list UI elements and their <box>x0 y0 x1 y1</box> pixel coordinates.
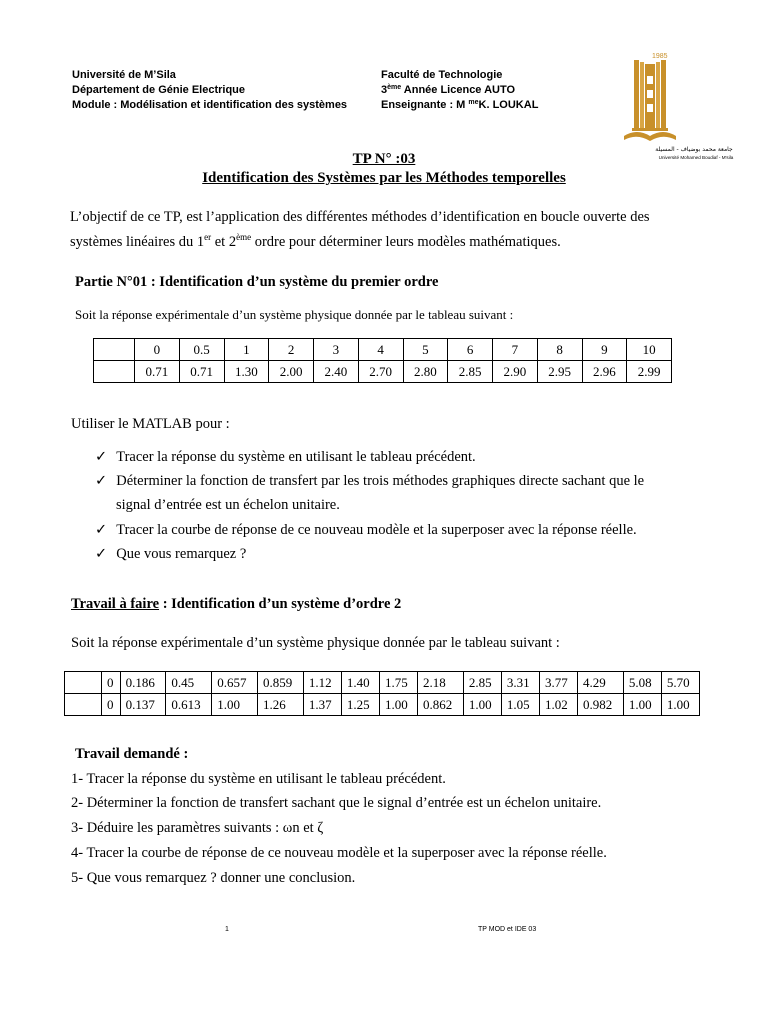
table-cell: 0.71 <box>135 361 180 383</box>
table-second-order <box>64 671 700 716</box>
table-cell: 1.30 <box>224 361 269 383</box>
tp-number: TP N° :03 <box>352 151 416 167</box>
demand-item-1: 1- Tracer la réponse du système en utilisant le tableau précédent. <box>71 771 446 787</box>
checklist-text: Tracer la courbe de réponse de ce nouveau modèle et la superposer avec la réponse réelle. <box>116 522 637 538</box>
table-cell: 0.613 <box>166 694 212 716</box>
table-cell: 2.96 <box>582 361 627 383</box>
checklist-item <box>95 522 637 539</box>
table-cell: 0.137 <box>120 694 166 716</box>
intro-sup-eme: ème <box>236 232 252 242</box>
table-cell: 0 <box>102 672 121 694</box>
table-cell: 2.85 <box>463 672 501 694</box>
header-left <box>72 68 347 113</box>
table-cell <box>94 361 135 383</box>
table-cell: 2.18 <box>418 672 464 694</box>
intro-text-b: et 2 <box>211 234 237 250</box>
table-row <box>65 694 700 716</box>
teacher-prefix: Enseignante : M <box>381 99 469 111</box>
part1-heading: Partie N°01 : Identification d’un système du premier ordre <box>75 274 439 290</box>
table-cell: 2.70 <box>358 361 403 383</box>
table-cell: 1.40 <box>341 672 379 694</box>
part2-lead: Soit la réponse expérimentale d’un système physique donnée par le tableau suivant : <box>71 635 560 651</box>
page-subtitle <box>0 170 768 187</box>
checklist-text: Que vous remarquez ? <box>116 546 247 562</box>
teacher-superscript: me <box>468 99 479 106</box>
part2-heading <box>71 596 401 613</box>
table-cell: 2.99 <box>627 361 672 383</box>
part1-lead: Soit la réponse expérimentale d’un système physique donnée par le tableau suivant : <box>75 307 514 322</box>
table-cell: 1.00 <box>212 694 258 716</box>
year-superscript: ème <box>387 84 402 91</box>
table-cell: 9 <box>582 339 627 361</box>
year-number: 3 <box>381 84 388 96</box>
demand-heading: Travail demandé : <box>75 746 189 762</box>
intro-line-2 <box>70 234 561 251</box>
table-cell: 2.90 <box>493 361 538 383</box>
teacher-name: K. LOUKAL <box>478 99 539 111</box>
table-cell: 1.25 <box>341 694 379 716</box>
department-name: Département de Génie Electrique <box>72 84 245 96</box>
checklist-item <box>95 473 644 490</box>
table-cell: 0.862 <box>418 694 464 716</box>
university-logo <box>604 48 754 160</box>
table-cell: 7 <box>493 339 538 361</box>
table-cell: 1.02 <box>539 694 577 716</box>
table-cell: 2.40 <box>314 361 359 383</box>
table-cell: 5 <box>403 339 448 361</box>
intro-text-c: ordre pour déterminer leurs modèles mathématiques. <box>251 234 561 250</box>
checkmark-icon: ✓ <box>95 449 108 465</box>
checkmark-icon: ✓ <box>95 522 108 538</box>
table-cell: 1.00 <box>623 694 661 716</box>
table-cell: 0 <box>135 339 180 361</box>
table-row <box>94 361 672 383</box>
intro-sup-er: er <box>204 232 212 242</box>
table-cell: 0.5 <box>179 339 224 361</box>
table-cell: 3.77 <box>539 672 577 694</box>
table-cell: 0.859 <box>258 672 304 694</box>
table-cell: 1.05 <box>501 694 539 716</box>
table-cell: 8 <box>537 339 582 361</box>
logo-arabic-name: جامعة محمد بوضياف - المسيلة <box>655 146 733 153</box>
demand-item-2: 2- Déterminer la fonction de transfert sachant que le signal d’entrée est un échelon unitaire. <box>71 795 602 811</box>
checklist-item <box>95 546 246 563</box>
table-cell: 1.75 <box>379 672 417 694</box>
page-number: 1 <box>225 926 229 933</box>
table-cell: 1.12 <box>303 672 341 694</box>
table-cell: 2.80 <box>403 361 448 383</box>
table-first-order <box>93 338 672 383</box>
table-cell: 4 <box>358 339 403 361</box>
checkmark-icon: ✓ <box>95 546 108 562</box>
table-row <box>94 339 672 361</box>
checklist-text: Tracer la réponse du système en utilisant le tableau précédent. <box>116 449 476 465</box>
table-cell: 2 <box>269 339 314 361</box>
demand-item-5: 5- Que vous remarquez ? donner une conclusion. <box>71 870 356 886</box>
table-cell: 2.85 <box>448 361 493 383</box>
table-cell <box>65 672 102 694</box>
faculty-name: Faculté de Technologie <box>381 69 503 81</box>
checklist-item <box>95 449 476 466</box>
logo-latin-name: Université Mohamed Boudiaf - M'sila <box>658 155 734 160</box>
checklist-text: Déterminer la fonction de transfert par les trois méthodes graphiques directe sachant que le <box>116 473 645 489</box>
table-cell: 3.31 <box>501 672 539 694</box>
demand-item-4: 4- Tracer la courbe de réponse de ce nouveau modèle et la superposer avec la réponse réelle. <box>71 845 607 861</box>
table-cell: 10 <box>627 339 672 361</box>
table-cell: 1.00 <box>463 694 501 716</box>
logo-year: 1985 <box>652 53 668 60</box>
table-cell: 2.00 <box>269 361 314 383</box>
table-cell: 0.45 <box>166 672 212 694</box>
table-cell: 6 <box>448 339 493 361</box>
logo-emblem-icon <box>604 48 754 160</box>
table-cell: 0.71 <box>179 361 224 383</box>
year-label: Année Licence AUTO <box>401 84 516 96</box>
table-cell: 1.26 <box>258 694 304 716</box>
table-row <box>65 672 700 694</box>
matlab-instruction: Utiliser le MATLAB pour : <box>71 416 230 432</box>
table-cell: 5.70 <box>661 672 699 694</box>
table-cell: 0 <box>102 694 121 716</box>
table-cell <box>65 694 102 716</box>
year-level <box>381 83 538 98</box>
checkmark-icon: ✓ <box>95 473 108 489</box>
checklist-continuation: signal d’entrée est un échelon unitaire. <box>116 497 340 513</box>
university-name: Université de M’Sila <box>72 69 176 81</box>
part2-heading-underlined: Travail à faire <box>71 596 160 612</box>
table-cell: 0.657 <box>212 672 258 694</box>
teacher-line <box>381 98 538 113</box>
table-cell: 1 <box>224 339 269 361</box>
footer-reference: TP MOD et IDE 03 <box>478 926 537 933</box>
table-cell: 1.37 <box>303 694 341 716</box>
intro-line-1: L’objectif de ce TP, est l’application des différentes méthodes d’identification en boucle ouverte des <box>70 209 650 225</box>
table-cell: 3 <box>314 339 359 361</box>
intro-text-a: systèmes linéaires du 1 <box>70 234 205 250</box>
tp-subject: Identification des Systèmes par les Méthodes temporelles <box>202 170 566 186</box>
demand-item-3: 3- Déduire les paramètres suivants : ωn et ζ <box>71 820 324 836</box>
table-cell: 4.29 <box>577 672 623 694</box>
header-right <box>381 68 538 113</box>
table-cell: 5.08 <box>623 672 661 694</box>
page-title <box>0 151 768 168</box>
part2-heading-rest: : Identification d’un système d’ordre 2 <box>159 596 402 612</box>
table-cell: 0.982 <box>577 694 623 716</box>
module-name: Module : Modélisation et identification des systèmes <box>72 99 348 111</box>
table-cell <box>94 339 135 361</box>
table-cell: 2.95 <box>537 361 582 383</box>
table-cell: 1.00 <box>661 694 699 716</box>
table-cell: 0.186 <box>120 672 166 694</box>
table-cell: 1.00 <box>379 694 417 716</box>
